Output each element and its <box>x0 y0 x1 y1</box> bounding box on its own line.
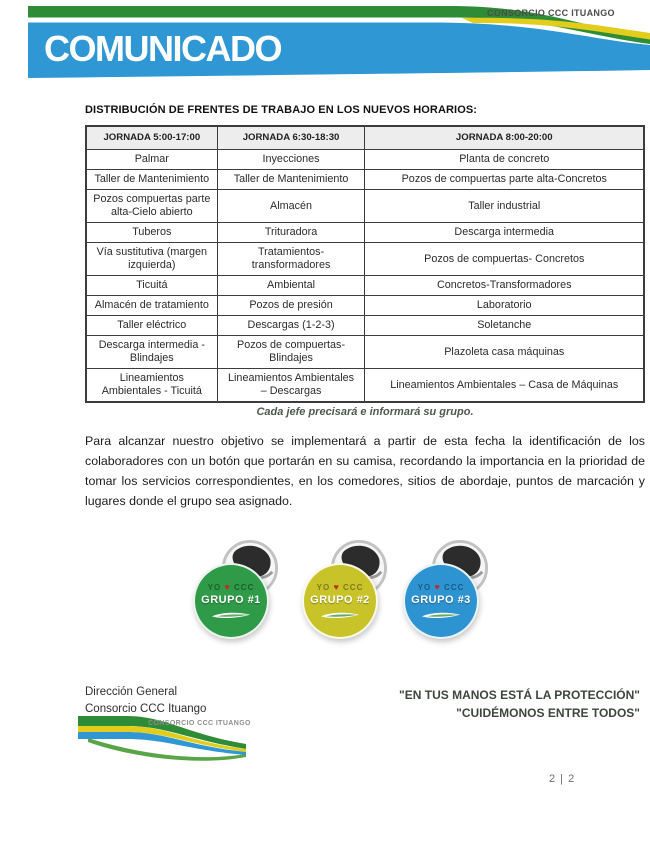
footer-logo-text: CONSORCIO CCC ITUANGO <box>148 720 251 727</box>
heart-icon: ♥ <box>224 581 231 592</box>
badge-label: GRUPO #3 <box>411 593 471 606</box>
badge-group-2 <box>302 539 394 641</box>
table-row <box>86 369 644 403</box>
table-row <box>86 190 644 223</box>
section-heading: DISTRIBUCIÓN DE FRENTES DE TRABAJO EN LOS NUEVOS HORARIOS: <box>85 104 478 116</box>
table-row <box>86 316 644 336</box>
table-row <box>86 150 644 170</box>
badge-swoosh-icon <box>211 610 251 621</box>
table-cell: Lineamientos Ambientales – Casa de Máquinas <box>365 369 644 403</box>
table-cell: Lineamientos Ambientales – Descargas <box>217 369 365 403</box>
page-number: 2 | 2 <box>549 773 576 785</box>
table-cell: Concretos-Transformadores <box>365 276 644 296</box>
table-header-row <box>86 126 644 150</box>
page-title: COMUNICADO <box>44 28 281 69</box>
table-cell: Tratamientos-transformadores <box>217 243 365 276</box>
brand-text: CONSORCIO CCC ITUANGO <box>487 8 615 18</box>
table-caption: Cada jefe precisará e informará su grupo. <box>256 406 474 418</box>
table-row <box>86 243 644 276</box>
badge-swoosh-icon <box>421 610 461 621</box>
table-cell: Plazoleta casa máquinas <box>365 336 644 369</box>
table-cell: Pozos de compuertas- Blindajes <box>217 336 365 369</box>
badge-face <box>403 563 479 639</box>
table-row <box>86 223 644 243</box>
heart-icon: ♥ <box>333 581 340 592</box>
badge-group-3 <box>403 539 495 641</box>
table-row <box>86 336 644 369</box>
table-row <box>86 276 644 296</box>
badge-label: GRUPO #2 <box>310 593 370 606</box>
table-cell: Descargas (1-2-3) <box>217 316 365 336</box>
badge-group-1 <box>193 539 285 641</box>
table-cell: Taller de Mantenimiento <box>217 170 365 190</box>
table-cell: Vía sustitutiva (margen izquierda) <box>86 243 217 276</box>
table-cell: Inyecciones <box>217 150 365 170</box>
table-header-cell: JORNADA 6:30-18:30 <box>217 126 365 150</box>
table-header-cell: JORNADA 5:00-17:00 <box>86 126 217 150</box>
signature-line-2: Consorcio CCC Ituango <box>85 703 207 715</box>
table-cell: Pozos de compuertas parte alta-Concretos <box>365 170 644 190</box>
footer-signature <box>85 684 206 718</box>
badge-love-text <box>208 582 255 592</box>
table-cell: Descarga intermedia <box>365 223 644 243</box>
table-cell: Descarga intermedia - Blindajes <box>86 336 217 369</box>
table-cell: Almacén de tratamiento <box>86 296 217 316</box>
body-paragraph: Para alcanzar nuestro objetivo se implementará a partir de esta fecha la identificación de los colaboradores con un botón que portarán en su camisa, recordando la importancia en la prioridad de tomar los servicios correspondientes, en los comedores, sitios de abordaje, puntos de marcación y lugares donde el grupo sea asignado. <box>85 434 645 508</box>
table-row <box>86 170 644 190</box>
table-cell: Ticuitá <box>86 276 217 296</box>
heart-icon: ♥ <box>434 581 441 592</box>
table-cell: Pozos compuertas parte alta-Cielo abierto <box>86 190 217 223</box>
table-cell: Taller de Mantenimiento <box>86 170 217 190</box>
love-ccc: CCC <box>234 582 255 592</box>
table-cell: Lineamientos Ambientales - Ticuitá <box>86 369 217 403</box>
table-cell: Almacén <box>217 190 365 223</box>
table-header-cell: JORNADA 8:00-20:00 <box>365 126 644 150</box>
love-yo: YO <box>207 582 222 592</box>
main-content <box>85 104 645 511</box>
footer-logo <box>78 714 278 764</box>
love-yo: YO <box>316 582 331 592</box>
badge-face <box>193 563 269 639</box>
badge-face <box>302 563 378 639</box>
table-cell: Taller eléctrico <box>86 316 217 336</box>
table-cell: Soletanche <box>365 316 644 336</box>
header-banner <box>0 0 650 95</box>
table-cell: Trituradora <box>217 223 365 243</box>
table-row <box>86 296 644 316</box>
love-ccc: CCC <box>444 582 465 592</box>
table-cell: Laboratorio <box>365 296 644 316</box>
table-cell: Palmar <box>86 150 217 170</box>
signature-line-1: Dirección General <box>85 686 178 698</box>
table-cell: Planta de concreto <box>365 150 644 170</box>
table-cell: Tuberos <box>86 223 217 243</box>
footer-quote <box>320 686 640 722</box>
table-cell: Pozos de compuertas- Concretos <box>365 243 644 276</box>
quote-line-1: "EN TUS MANOS ESTÁ LA PROTECCIÓN" <box>399 688 640 702</box>
table-cell: Ambiental <box>217 276 365 296</box>
table-cell: Taller industrial <box>365 190 644 223</box>
schedule-table <box>85 125 645 403</box>
table-cell: Pozos de presión <box>217 296 365 316</box>
badge-label: GRUPO #1 <box>201 593 261 606</box>
badge-swoosh-icon <box>320 610 360 621</box>
quote-line-2: "CUIDÉMONOS ENTRE TODOS" <box>456 706 640 720</box>
love-yo: YO <box>417 582 432 592</box>
love-ccc: CCC <box>343 582 364 592</box>
badge-love-text <box>418 582 465 592</box>
badge-love-text <box>317 582 364 592</box>
